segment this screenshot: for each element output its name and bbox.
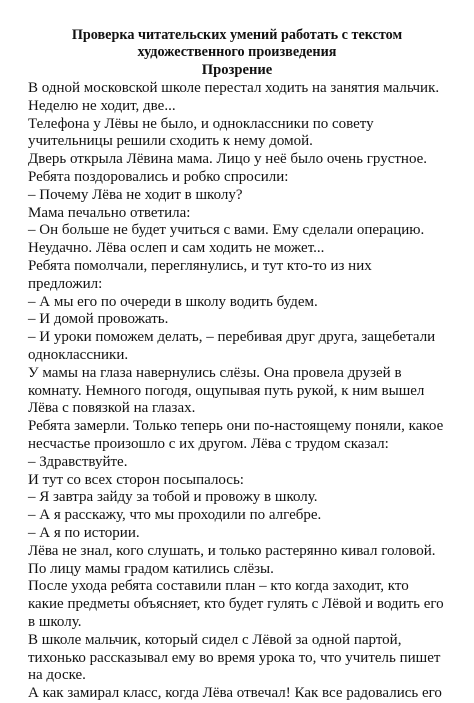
paragraph: И тут со всех сторон посыпалось: (28, 471, 244, 488)
paragraph: – Почему Лёва не ходит в школу? (28, 186, 243, 203)
story-text (28, 80, 446, 703)
paragraph: В одной московской школе перестал ходить на занятия мальчик. Неделю не ходит, две... (28, 80, 440, 114)
paragraph: Ребята помолчали, переглянулись, и тут кто-то из них предложил: (28, 257, 372, 292)
paragraph: Дверь открыла Лёвина мама. Лицо у неё было очень грустное. (28, 151, 428, 168)
paragraph: – А я по истории. (28, 524, 140, 541)
paragraph: У мамы на глаза навернулись слёзы. Она провела друзей в комнату. Немного погодя, ощупывая путь рукой, к ним вышел Лёва с повязкой на глазах. (28, 364, 425, 417)
paragraph: Лёва не знал, кого слушать, и только растерянно кивал головой. По лицу мамы градом катились слёзы. (28, 542, 436, 577)
paragraph: В школе мальчик, который сидел с Лёвой за одной партой, тихонько рассказывал ему во время урока то, что учитель пишет на доске. (28, 631, 441, 684)
paragraph: Ребята поздоровались и робко спросили: (28, 168, 289, 185)
paragraph: – А мы его по очереди в школу водить будем. (28, 293, 318, 310)
story-title: Прозрение (201, 62, 273, 78)
paragraph: После ухода ребята составили план – кто когда заходит, кто какие предметы объясняет, кто будет гулять с Лёвой и водить его в школу. (28, 578, 444, 630)
paragraph: – Здравствуйте. (28, 453, 128, 470)
paragraph: Мама печально ответила: (28, 204, 191, 221)
paragraph: А как замирал класс, когда Лёва отвечал! Как все радовались его (28, 685, 442, 702)
paragraph: – И уроки поможем делать, – перебивая друг друга, защебетали одноклассники. (28, 329, 436, 363)
paragraph: – Я завтра зайду за тобой и провожу в школу. (28, 489, 318, 506)
document-subtitle: художественного произведения (137, 44, 337, 60)
paragraph: Телефона у Лёвы не было, и одноклассники по совету учительницы решили сходить к нему домой. (28, 115, 374, 150)
paragraph: Ребята замерли. Только теперь они по-настоящему поняли, какое несчастье произошло с их другом. Лёва с трудом сказал: (28, 418, 444, 452)
paragraph: – И домой провожать. (28, 311, 169, 328)
paragraph: – Он больше не будет учиться с вами. Ему сделали операцию. Неудачно. Лёва ослеп и сам ходить не может... (28, 222, 425, 257)
document-heading: Проверка читательских умений работать с текстом (71, 27, 403, 43)
paragraph: – А я расскажу, что мы проходили по алгебре. (28, 507, 322, 524)
